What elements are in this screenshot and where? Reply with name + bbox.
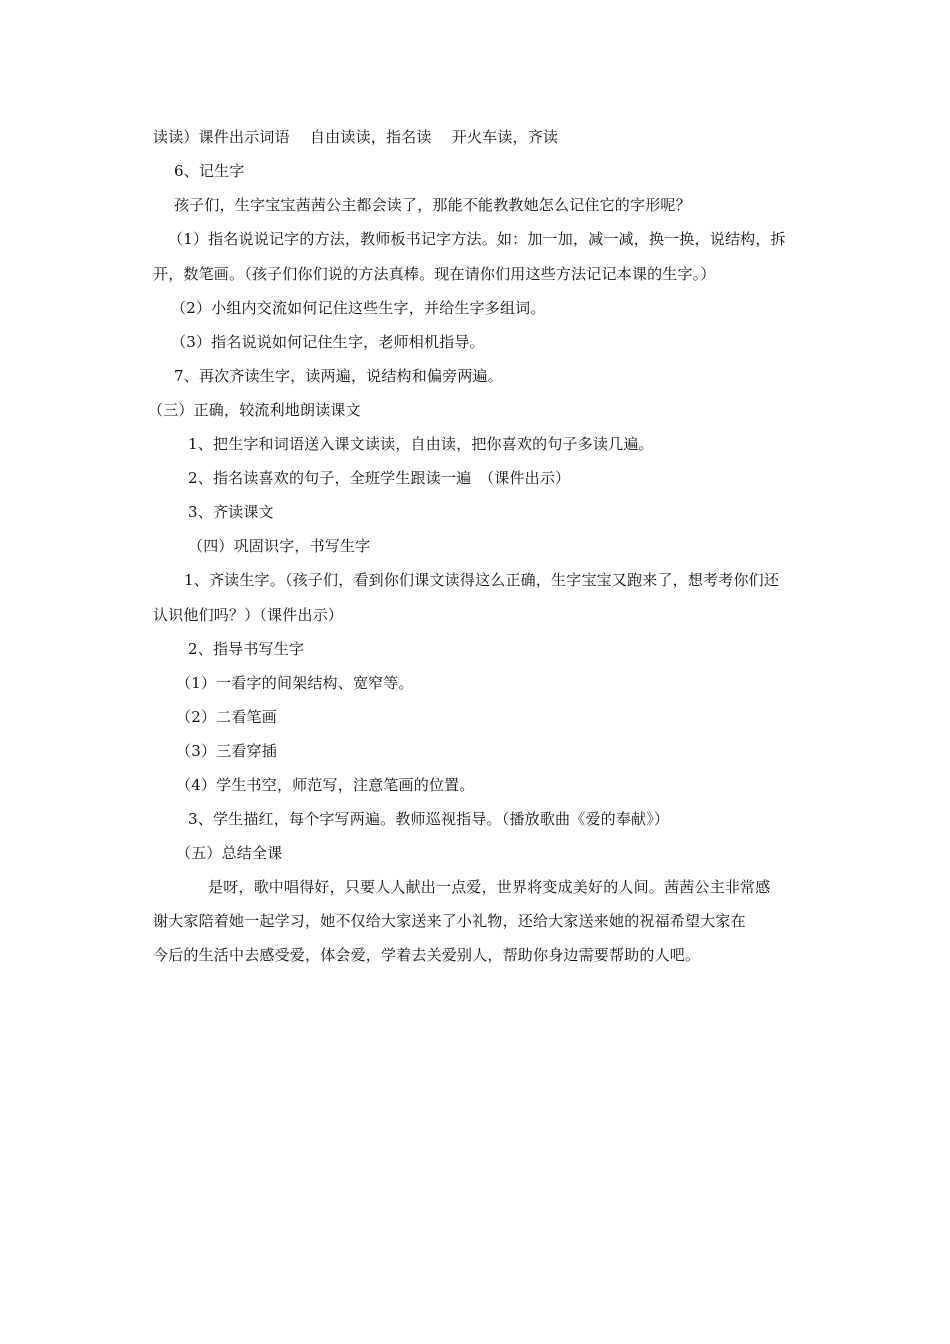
section-heading-4: （四）巩固识字，书写生字 [188,537,371,555]
text-line-20: （4）学生书空，师范写，注意笔画的位置。 [176,776,475,794]
text-line-10: 1、把生字和词语送入课文读读，自由读，把你喜欢的句子多读几遍。 [188,435,654,453]
text-line-1: 读读）课件出示词语 自由读读，指名读 开火车读，齐读 [153,128,559,146]
text-line-4: （1）指名说说记字的方法，教师板书记字方法。如：加一加，减一减，换一换，说结构，拆 [168,230,786,248]
text-line-12: 3、齐读课文 [188,503,274,521]
text-line-19: （3）三看穿插 [176,742,277,760]
text-line-11: 2、指名读喜欢的句子，全班学生跟读一遍 （课件出示） [188,469,571,487]
text-line-2: 6、记生字 [174,162,245,180]
text-line-24: 谢大家陪着她一起学习，她不仅给大家送来了小礼物，还给大家送来她的祝福希望大家在 [153,912,746,930]
text-line-5: 开，数笔画。（孩子们你们说的方法真棒。现在请你们用这些方法记记本课的生字。） [153,265,716,283]
text-line-15: 认识他们吗？）（课件出示） [153,606,344,624]
text-line-18: （2）二看笔画 [176,708,277,726]
text-line-17: （1）一看字的间架结构、宽窄等。 [176,674,414,692]
text-line-8: 7、再次齐读生字，读两遍，说结构和偏旁两遍。 [174,367,503,385]
text-line-14: 1、齐读生字。（孩子们，看到你们课文读得这么正确，生字宝宝又跑来了，想考考你们还 [184,571,780,589]
text-line-6: （2）小组内交流如何记住这些生字，并给生字多组词。 [171,299,546,317]
text-line-7: （3）指名说说如何记住生字，老师相机指导。 [171,333,485,351]
text-line-3: 孩子们，生字宝宝茜茜公主都会读了，那能不能教教她怎么记住它的字形呢？ [174,196,691,214]
text-line-21: 3、学生描红，每个字写两遍。教师巡视指导。（播放歌曲《爱的奉献》） [188,810,670,828]
section-heading-5: （五）总结全课 [176,844,283,862]
text-line-16: 2、指导书写生字 [188,640,305,658]
section-heading-3: （三）正确，较流利地朗读课文 [148,401,361,419]
text-line-23: 是呀，歌中唱得好，只要人人献出一点爱，世界将变成美好的人间。茜茜公主非常感 [208,878,771,896]
text-line-25: 今后的生活中去感受爱，体会爱，学着去关爱别人，帮助你身边需要帮助的人吧。 [153,946,701,964]
